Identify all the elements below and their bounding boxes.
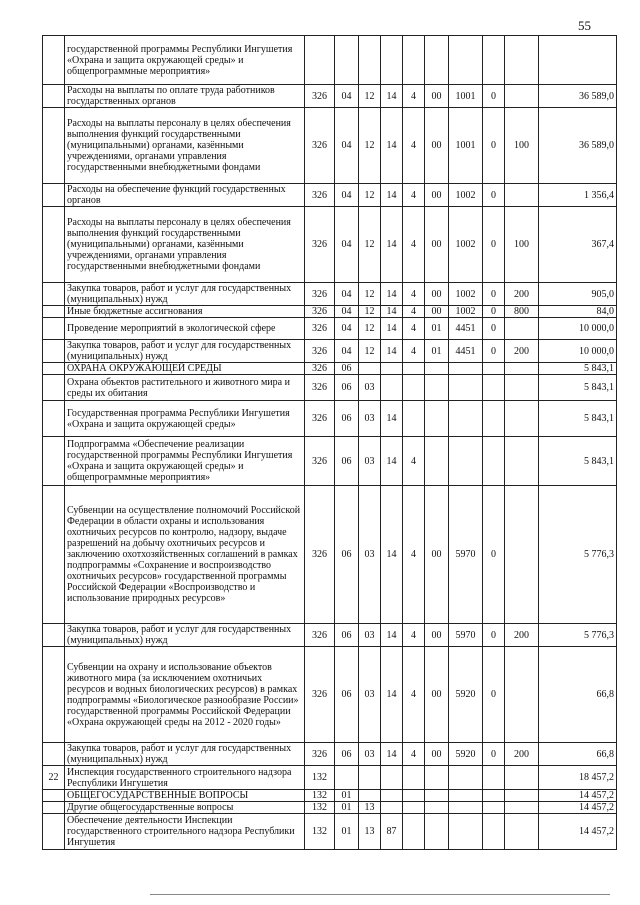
row-index-cell	[43, 306, 65, 318]
row-index-cell	[43, 283, 65, 306]
code-cell: 04	[335, 207, 359, 283]
code-cell	[449, 401, 483, 437]
code-cell: 4	[403, 318, 425, 340]
row-index-cell	[43, 318, 65, 340]
code-cell	[403, 814, 425, 850]
code-cell: 326	[305, 283, 335, 306]
code-cell: 14	[381, 108, 403, 184]
code-cell: 0	[483, 306, 505, 318]
code-cell: 14	[381, 647, 403, 743]
code-cell: 14	[381, 283, 403, 306]
code-cell: 326	[305, 375, 335, 401]
row-index-cell	[43, 401, 65, 437]
code-cell: 03	[359, 624, 381, 647]
code-cell: 13	[359, 814, 381, 850]
code-cell	[403, 790, 425, 802]
row-index-cell	[43, 184, 65, 207]
code-cell: 5970	[449, 624, 483, 647]
row-index-cell	[43, 207, 65, 283]
table-row	[43, 766, 617, 790]
code-cell: 06	[335, 486, 359, 624]
code-cell: 1002	[449, 283, 483, 306]
code-cell	[403, 36, 425, 85]
code-cell: 132	[305, 790, 335, 802]
row-index-cell	[43, 802, 65, 814]
code-cell	[505, 766, 539, 790]
code-cell: 4451	[449, 318, 483, 340]
code-cell: 03	[359, 401, 381, 437]
code-cell: 12	[359, 207, 381, 283]
code-cell	[425, 36, 449, 85]
code-cell: 1002	[449, 306, 483, 318]
row-name-cell: ОХРАНА ОКРУЖАЮЩЕЙ СРЕДЫ	[65, 363, 305, 375]
code-cell: 03	[359, 486, 381, 624]
amount-cell: 5 843,1	[539, 375, 617, 401]
code-cell	[483, 802, 505, 814]
code-cell: 4	[403, 184, 425, 207]
table-row	[43, 318, 617, 340]
code-cell: 0	[483, 743, 505, 766]
table-row	[43, 363, 617, 375]
code-cell: 00	[425, 647, 449, 743]
row-name-cell: Закупка товаров, работ и услуг для государственных (муниципальных) нужд	[65, 283, 305, 306]
table-row	[43, 437, 617, 486]
code-cell	[505, 790, 539, 802]
code-cell	[449, 766, 483, 790]
code-cell: 14	[381, 207, 403, 283]
amount-cell: 1 356,4	[539, 184, 617, 207]
amount-cell: 367,4	[539, 207, 617, 283]
code-cell	[359, 766, 381, 790]
code-cell: 0	[483, 85, 505, 108]
code-cell	[505, 814, 539, 850]
code-cell: 03	[359, 647, 381, 743]
code-cell: 04	[335, 318, 359, 340]
code-cell: 03	[359, 375, 381, 401]
code-cell: 326	[305, 624, 335, 647]
table-row	[43, 802, 617, 814]
code-cell	[505, 363, 539, 375]
row-name-cell: Расходы на выплаты персоналу в целях обеспечения выполнения функций государственными (муниципальными) органами, казёнными учреждениями, органами управления государственными внебюджетными фондами	[65, 207, 305, 283]
code-cell: 01	[335, 790, 359, 802]
row-name-cell: Субвенции на осуществление полномочий Российской Федерации в области охраны и использования охотничьих ресурсов по контролю, надзору, выдаче разрешений на добычу охотничьих ресурсов и заключению охотхозяйственных соглашений в рамках подпрограммы «Сохранение и воспроизводство охотничьих ресурсов» государственной программы Российской Федерации «Воспроизводство и использование природных ресурсов»	[65, 486, 305, 624]
code-cell	[359, 36, 381, 85]
code-cell	[381, 36, 403, 85]
code-cell	[449, 36, 483, 85]
row-name-cell: Охрана объектов растительного и животного мира и среды их обитания	[65, 375, 305, 401]
code-cell: 326	[305, 486, 335, 624]
row-name-cell: Подпрограмма «Обеспечение реализации государственной программы Республики Ингушетия «Охрана и защита окружающей среды» и общепрограммные мероприятия»	[65, 437, 305, 486]
code-cell: 01	[335, 802, 359, 814]
code-cell: 4	[403, 108, 425, 184]
code-cell: 0	[483, 340, 505, 363]
code-cell: 326	[305, 318, 335, 340]
code-cell	[425, 790, 449, 802]
code-cell: 12	[359, 318, 381, 340]
code-cell: 326	[305, 340, 335, 363]
code-cell: 14	[381, 184, 403, 207]
code-cell: 0	[483, 207, 505, 283]
code-cell	[381, 375, 403, 401]
code-cell: 14	[381, 437, 403, 486]
code-cell	[425, 363, 449, 375]
table-row	[43, 85, 617, 108]
code-cell	[505, 802, 539, 814]
code-cell: 00	[425, 85, 449, 108]
code-cell: 00	[425, 184, 449, 207]
page-number: 55	[578, 18, 591, 33]
code-cell: 132	[305, 802, 335, 814]
code-cell: 00	[425, 283, 449, 306]
code-cell	[381, 766, 403, 790]
amount-cell: 10 000,0	[539, 340, 617, 363]
code-cell	[425, 802, 449, 814]
code-cell: 06	[335, 375, 359, 401]
code-cell: 14	[381, 318, 403, 340]
code-cell	[403, 802, 425, 814]
code-cell: 14	[381, 624, 403, 647]
code-cell: 4	[403, 283, 425, 306]
code-cell: 200	[505, 283, 539, 306]
code-cell: 1002	[449, 184, 483, 207]
code-cell: 200	[505, 743, 539, 766]
code-cell	[449, 790, 483, 802]
code-cell: 326	[305, 108, 335, 184]
amount-cell: 10 000,0	[539, 318, 617, 340]
table-row	[43, 340, 617, 363]
table-row	[43, 401, 617, 437]
code-cell: 04	[335, 108, 359, 184]
code-cell	[505, 375, 539, 401]
code-cell: 0	[483, 283, 505, 306]
row-name-cell: Расходы на обеспечение функций государственных органов	[65, 184, 305, 207]
amount-cell: 5 843,1	[539, 363, 617, 375]
code-cell	[483, 437, 505, 486]
code-cell: 0	[483, 184, 505, 207]
code-cell: 132	[305, 766, 335, 790]
row-index-cell	[43, 340, 65, 363]
code-cell: 1001	[449, 85, 483, 108]
code-cell	[483, 375, 505, 401]
code-cell: 326	[305, 306, 335, 318]
table-row	[43, 306, 617, 318]
code-cell: 01	[425, 340, 449, 363]
code-cell	[305, 36, 335, 85]
row-name-cell: Проведение мероприятий в экологической сфере	[65, 318, 305, 340]
code-cell	[425, 375, 449, 401]
code-cell: 04	[335, 306, 359, 318]
table-row	[43, 814, 617, 850]
row-name-cell: Другие общегосударственные вопросы	[65, 802, 305, 814]
code-cell	[449, 363, 483, 375]
row-index-cell	[43, 624, 65, 647]
amount-cell: 66,8	[539, 743, 617, 766]
row-index-cell	[43, 743, 65, 766]
code-cell	[505, 647, 539, 743]
table-row	[43, 486, 617, 624]
code-cell: 326	[305, 184, 335, 207]
code-cell: 01	[335, 814, 359, 850]
row-index-cell	[43, 647, 65, 743]
code-cell: 4	[403, 486, 425, 624]
code-cell: 04	[335, 85, 359, 108]
code-cell: 5970	[449, 486, 483, 624]
code-cell: 14	[381, 306, 403, 318]
code-cell: 14	[381, 486, 403, 624]
code-cell	[381, 802, 403, 814]
code-cell	[403, 363, 425, 375]
code-cell: 0	[483, 647, 505, 743]
code-cell: 12	[359, 108, 381, 184]
row-index-cell	[43, 486, 65, 624]
code-cell: 326	[305, 401, 335, 437]
code-cell	[505, 486, 539, 624]
code-cell: 4	[403, 743, 425, 766]
code-cell	[403, 375, 425, 401]
code-cell: 00	[425, 306, 449, 318]
code-cell: 0	[483, 318, 505, 340]
code-cell: 00	[425, 108, 449, 184]
code-cell: 0	[483, 624, 505, 647]
row-name-cell: Закупка товаров, работ и услуг для государственных (муниципальных) нужд	[65, 340, 305, 363]
table-row	[43, 624, 617, 647]
row-name-cell: ОБЩЕГОСУДАРСТВЕННЫЕ ВОПРОСЫ	[65, 790, 305, 802]
code-cell	[483, 766, 505, 790]
row-name-cell: Иные бюджетные ассигнования	[65, 306, 305, 318]
code-cell: 4	[403, 437, 425, 486]
code-cell	[425, 766, 449, 790]
code-cell: 4	[403, 85, 425, 108]
code-cell	[505, 401, 539, 437]
code-cell: 4	[403, 306, 425, 318]
row-index-cell	[43, 814, 65, 850]
code-cell: 06	[335, 401, 359, 437]
amount-cell: 66,8	[539, 647, 617, 743]
table-row	[43, 207, 617, 283]
amount-cell: 5 843,1	[539, 401, 617, 437]
code-cell	[381, 363, 403, 375]
code-cell: 0	[483, 108, 505, 184]
row-index-cell	[43, 363, 65, 375]
code-cell: 04	[335, 340, 359, 363]
code-cell: 200	[505, 624, 539, 647]
row-name-cell: Расходы на выплаты по оплате труда работников государственных органов	[65, 85, 305, 108]
code-cell: 04	[335, 283, 359, 306]
code-cell: 12	[359, 340, 381, 363]
code-cell: 06	[335, 647, 359, 743]
code-cell: 5920	[449, 647, 483, 743]
code-cell: 326	[305, 743, 335, 766]
code-cell	[425, 401, 449, 437]
table-row	[43, 36, 617, 85]
code-cell	[381, 790, 403, 802]
code-cell	[505, 85, 539, 108]
amount-cell: 5 843,1	[539, 437, 617, 486]
code-cell	[425, 437, 449, 486]
code-cell: 04	[335, 184, 359, 207]
code-cell	[505, 437, 539, 486]
code-cell: 1002	[449, 207, 483, 283]
code-cell: 06	[335, 363, 359, 375]
amount-cell: 18 457,2	[539, 766, 617, 790]
code-cell: 12	[359, 85, 381, 108]
row-name-cell: Расходы на выплаты персоналу в целях обеспечения выполнения функций государственными (муниципальными) органами, казёнными учреждениями, органами управления государственными внебюджетными фондами	[65, 108, 305, 184]
row-index-cell	[43, 85, 65, 108]
code-cell	[449, 375, 483, 401]
table-row	[43, 647, 617, 743]
code-cell: 4	[403, 340, 425, 363]
code-cell: 326	[305, 647, 335, 743]
row-index-cell: 22	[43, 766, 65, 790]
code-cell: 14	[381, 340, 403, 363]
code-cell: 14	[381, 743, 403, 766]
row-index-cell	[43, 36, 65, 85]
code-cell: 12	[359, 184, 381, 207]
code-cell: 06	[335, 437, 359, 486]
row-index-cell	[43, 437, 65, 486]
code-cell: 06	[335, 743, 359, 766]
code-cell	[483, 401, 505, 437]
code-cell: 06	[335, 624, 359, 647]
table-row	[43, 184, 617, 207]
row-index-cell	[43, 375, 65, 401]
row-name-cell: Обеспечение деятельности Инспекции государственного строительного надзора Республики Ингушетия	[65, 814, 305, 850]
amount-cell: 905,0	[539, 283, 617, 306]
code-cell: 200	[505, 340, 539, 363]
code-cell	[483, 363, 505, 375]
code-cell: 100	[505, 207, 539, 283]
table-row	[43, 743, 617, 766]
code-cell	[483, 36, 505, 85]
code-cell: 01	[425, 318, 449, 340]
code-cell	[449, 814, 483, 850]
amount-cell: 14 457,2	[539, 814, 617, 850]
code-cell	[483, 790, 505, 802]
code-cell: 03	[359, 743, 381, 766]
code-cell: 326	[305, 437, 335, 486]
code-cell	[359, 363, 381, 375]
code-cell: 4	[403, 207, 425, 283]
bottom-rule	[150, 894, 610, 895]
code-cell: 326	[305, 85, 335, 108]
amount-cell	[539, 36, 617, 85]
code-cell	[505, 184, 539, 207]
code-cell: 00	[425, 743, 449, 766]
code-cell	[425, 814, 449, 850]
row-name-cell: Инспекция государственного строительного надзора Республики Ингушетия	[65, 766, 305, 790]
code-cell: 0	[483, 486, 505, 624]
code-cell: 1001	[449, 108, 483, 184]
code-cell: 132	[305, 814, 335, 850]
row-name-cell: государственной программы Республики Ингушетия «Охрана и защита окружающей среды» и общепрограммные мероприятия»	[65, 36, 305, 85]
code-cell	[359, 790, 381, 802]
code-cell: 326	[305, 207, 335, 283]
table-row	[43, 108, 617, 184]
code-cell	[335, 36, 359, 85]
code-cell: 00	[425, 486, 449, 624]
code-cell: 14	[381, 401, 403, 437]
code-cell: 03	[359, 437, 381, 486]
amount-cell: 5 776,3	[539, 486, 617, 624]
code-cell: 13	[359, 802, 381, 814]
amount-cell: 5 776,3	[539, 624, 617, 647]
budget-table	[42, 35, 617, 850]
code-cell: 12	[359, 283, 381, 306]
code-cell	[403, 766, 425, 790]
row-name-cell: Закупка товаров, работ и услуг для государственных (муниципальных) нужд	[65, 624, 305, 647]
table-row	[43, 790, 617, 802]
code-cell: 87	[381, 814, 403, 850]
row-index-cell	[43, 108, 65, 184]
code-cell	[335, 766, 359, 790]
row-name-cell: Государственная программа Республики Ингушетия «Охрана и защита окружающей среды»	[65, 401, 305, 437]
code-cell: 5920	[449, 743, 483, 766]
amount-cell: 14 457,2	[539, 802, 617, 814]
code-cell: 00	[425, 624, 449, 647]
table-row	[43, 375, 617, 401]
amount-cell: 36 589,0	[539, 108, 617, 184]
code-cell: 326	[305, 363, 335, 375]
code-cell: 100	[505, 108, 539, 184]
code-cell: 00	[425, 207, 449, 283]
table-row	[43, 283, 617, 306]
code-cell	[449, 802, 483, 814]
row-name-cell: Субвенции на охрану и использование объектов животного мира (за исключением охотничьих ресурсов и водных биологических ресурсов) в рамках подпрограммы «Биологическое разнообразие России» государственной программы Российской Федерации «Охрана окружающей среды на 2012 - 2020 годы»	[65, 647, 305, 743]
code-cell	[505, 318, 539, 340]
row-index-cell	[43, 790, 65, 802]
code-cell: 12	[359, 306, 381, 318]
code-cell	[505, 36, 539, 85]
amount-cell: 36 589,0	[539, 85, 617, 108]
amount-cell: 84,0	[539, 306, 617, 318]
code-cell: 4	[403, 624, 425, 647]
code-cell: 4	[403, 647, 425, 743]
code-cell	[403, 401, 425, 437]
code-cell: 4451	[449, 340, 483, 363]
code-cell: 800	[505, 306, 539, 318]
row-name-cell: Закупка товаров, работ и услуг для государственных (муниципальных) нужд	[65, 743, 305, 766]
amount-cell: 14 457,2	[539, 790, 617, 802]
code-cell	[483, 814, 505, 850]
code-cell: 14	[381, 85, 403, 108]
code-cell	[449, 437, 483, 486]
